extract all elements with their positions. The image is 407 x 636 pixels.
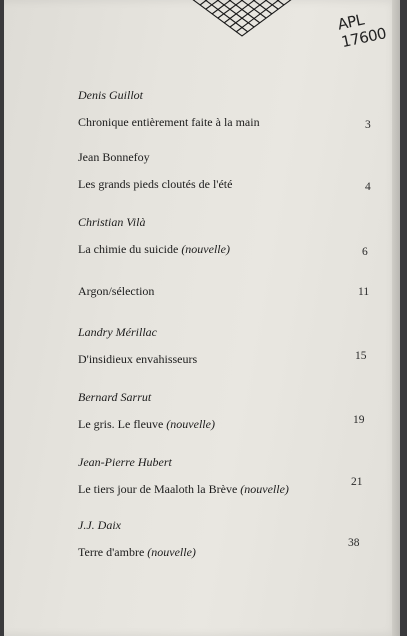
- toc-page-number: 15: [355, 350, 367, 362]
- toc-title: Les grands pieds cloutés de l'été: [78, 177, 233, 191]
- toc-title: Terre d'ambre (nouvelle): [78, 545, 196, 559]
- toc-entry: [78, 390, 378, 432]
- toc-author: Christian Vilà: [78, 215, 146, 229]
- net-illustration: [186, 0, 298, 38]
- toc-entry: [78, 150, 378, 192]
- toc-page-number: 38: [348, 537, 360, 549]
- toc-entry: [78, 284, 378, 299]
- book-page: [4, 0, 400, 636]
- toc-page-number: 3: [365, 119, 371, 131]
- toc-page-number: 11: [358, 286, 370, 298]
- toc-title: Argon/sélection: [78, 284, 155, 298]
- toc-title: D'insidieux envahisseurs: [78, 352, 198, 366]
- toc-author: Denis Guillot: [78, 88, 143, 102]
- toc-page-number: 6: [362, 246, 368, 258]
- toc-author: Jean Bonnefoy: [78, 150, 150, 164]
- toc-title: Chronique entièrement faite à la main: [78, 115, 260, 129]
- toc-author: Landry Mérillac: [78, 325, 157, 339]
- toc-title: Le tiers jour de Maaloth la Brève (nouvelle): [78, 482, 289, 496]
- toc-title: La chimie du suicide (nouvelle): [78, 242, 230, 256]
- toc-author: Bernard Sarrut: [78, 390, 152, 404]
- toc-entry: [78, 325, 378, 367]
- toc-author: J.J. Daix: [78, 518, 121, 532]
- toc-title: Le gris. Le fleuve (nouvelle): [78, 417, 215, 431]
- handwritten-reference: APL 17600: [336, 10, 388, 52]
- page-edge: [392, 0, 400, 636]
- toc-entry: [78, 215, 378, 257]
- toc-entry: [78, 88, 378, 130]
- toc-page-number: 19: [353, 414, 365, 426]
- toc-page-number: 21: [351, 476, 363, 488]
- toc-entry: [78, 455, 378, 497]
- toc-author: Jean-Pierre Hubert: [78, 455, 172, 469]
- toc-page-number: 4: [365, 181, 371, 193]
- toc-entry: [78, 518, 378, 560]
